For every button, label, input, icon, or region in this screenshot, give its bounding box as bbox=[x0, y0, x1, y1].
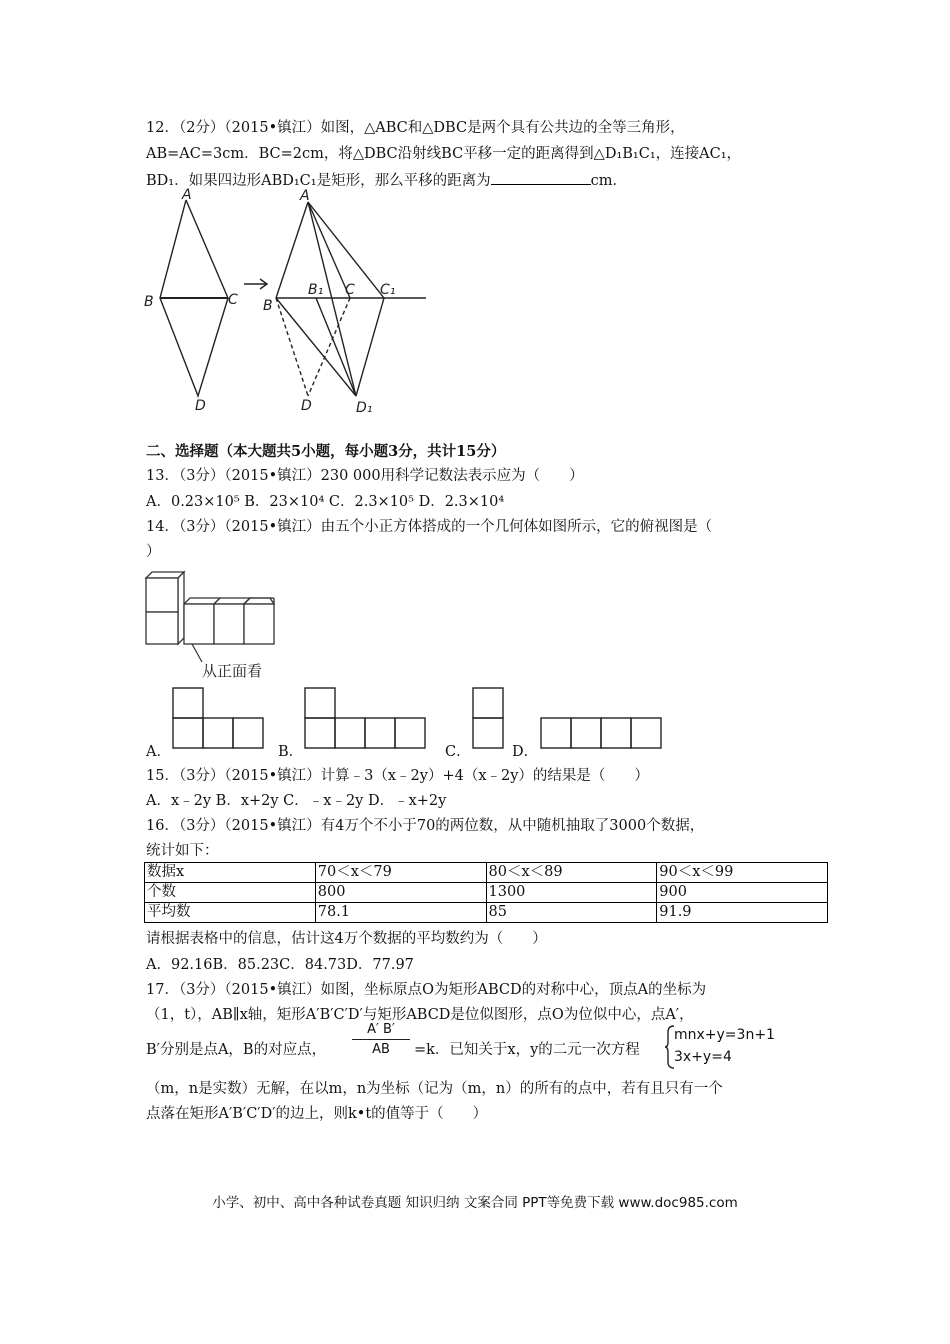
table-cell: 个数 bbox=[145, 883, 316, 903]
q14-option-d-label: D． bbox=[512, 744, 539, 760]
table-cell: 90＜x＜99 bbox=[657, 863, 828, 883]
q14-option-c-figure bbox=[472, 687, 506, 751]
q17-line4: （m，n是实数）无解，在以m，n为坐标（记为（m，n）的所有的点中，若有且只有一个 bbox=[146, 1081, 723, 1097]
table-cell: 85 bbox=[486, 903, 657, 923]
label-D: D bbox=[195, 398, 206, 414]
q17-line5: 点落在矩形A′B′C′D′的边上，则k•t的值等于（ ） bbox=[146, 1106, 488, 1122]
q16-question: 请根据表格中的信息，估计这4万个数据的平均数约为（ ） bbox=[146, 931, 547, 947]
answer-blank bbox=[491, 170, 591, 185]
q14-option-d-figure bbox=[540, 717, 664, 751]
q15-stem: 15．（3分）（2015•镇江）计算﹣3（x﹣2y）+4（x﹣2y）的结果是（ ） bbox=[146, 768, 649, 784]
label-B: B bbox=[144, 294, 154, 310]
label-D1: D₁ bbox=[356, 400, 373, 416]
label-A: A bbox=[182, 188, 192, 203]
q16-options: A．92.16B．85.23C．84.73D．77.97 bbox=[146, 957, 414, 973]
label-C2: C bbox=[345, 282, 355, 298]
table-cell: 91.9 bbox=[657, 903, 828, 923]
q17-line2: （1，t），AB∥x轴，矩形A′B′C′D′与矩形ABCD是位似图形，点O为位似中心，点A′， bbox=[146, 1007, 694, 1023]
label-A2: A bbox=[300, 188, 310, 204]
q12-unit: cm． bbox=[590, 173, 627, 189]
q15-options: A．x﹣2y B．x+2y C．﹣x﹣2y D．﹣x+2y bbox=[146, 793, 447, 809]
front-view-label: 从正面看 bbox=[202, 662, 263, 680]
q14-option-a-label: A． bbox=[146, 744, 171, 760]
q14-stem-line1: 14．（3分）（2015•镇江）由五个小正方体搭成的一个几何体如图所示，它的俯视图是（ bbox=[146, 519, 713, 535]
q12-line3-text: BD₁．如果四边形ABD₁C₁是矩形，那么平移的距离为 bbox=[146, 173, 491, 189]
table-cell: 70＜x＜79 bbox=[315, 863, 486, 883]
fraction-denominator: AB bbox=[372, 1042, 390, 1057]
fraction-bar bbox=[352, 1039, 410, 1040]
table-cell: 平均数 bbox=[145, 903, 316, 923]
section-heading: 二、选择题（本大题共5小题，每小题3分，共计15分） bbox=[146, 443, 506, 460]
q14-option-a-figure bbox=[172, 687, 266, 751]
fraction-numerator: A′ B′ bbox=[367, 1022, 395, 1037]
page-footer: 小学、初中、高中各种试卷真题 知识归纳 文案合同 PPT等免费下载 www.doc985.com bbox=[212, 1195, 738, 1211]
q16-stem-line2: 统计如下： bbox=[146, 843, 219, 859]
table-row bbox=[145, 863, 828, 883]
q12-line1: 12．（2分）（2015•镇江）如图，△ABC和△DBC是两个具有公共边的全等三角形， bbox=[146, 120, 685, 136]
table-cell: 80＜x＜89 bbox=[486, 863, 657, 883]
q14-option-b-label: B． bbox=[278, 744, 304, 760]
q13-stem: 13．（3分）（2015•镇江）230 000用科学记数法表示应为（ ） bbox=[146, 468, 584, 484]
equation-1: mnx+y=3n+1 bbox=[674, 1027, 775, 1043]
q12-line2: AB=AC=3cm．BC=2cm，将△DBC沿射线BC平移一定的距离得到△D₁B₁C₁，连接AC₁， bbox=[146, 146, 742, 162]
label-B1: B₁ bbox=[308, 282, 324, 298]
q17-line1: 17．（3分）（2015•镇江）如图，坐标原点O为矩形ABCD的对称中心，顶点A的坐标为 bbox=[146, 982, 707, 998]
equation-2: 3x+y=4 bbox=[674, 1049, 732, 1065]
table-cell: 数据x bbox=[145, 863, 316, 883]
table-cell: 78.1 bbox=[315, 903, 486, 923]
q12-figure bbox=[138, 188, 438, 416]
q14-stem-line2: ） bbox=[146, 544, 161, 560]
q14-option-c-label: C． bbox=[445, 744, 471, 760]
label-B2: B bbox=[263, 298, 273, 314]
q13-options: A．0.23×10⁵ B．23×10⁴ C．2.3×10⁵ D．2.3×10⁴ bbox=[146, 494, 505, 510]
q14-option-b-figure bbox=[304, 687, 430, 751]
label-C: C bbox=[228, 292, 238, 308]
q17-line3-start: B′分别是点A，B的对应点， bbox=[146, 1042, 327, 1058]
q17-line3-end: =k．已知关于x，y的二元一次方程 bbox=[414, 1042, 640, 1058]
table-cell: 900 bbox=[657, 883, 828, 903]
table-cell: 1300 bbox=[486, 883, 657, 903]
q16-stem-line1: 16．（3分）（2015•镇江）有4万个不小于70的两位数，从中随机抽取了3000个数据， bbox=[146, 818, 705, 834]
table-row bbox=[145, 883, 828, 903]
label-D2: D bbox=[301, 398, 312, 414]
table-row bbox=[145, 903, 828, 923]
q16-table bbox=[144, 862, 828, 923]
table-cell: 800 bbox=[315, 883, 486, 903]
q14-solid-figure bbox=[140, 570, 290, 685]
label-C1: C₁ bbox=[380, 282, 396, 298]
q17-fraction bbox=[352, 1022, 410, 1057]
equation-system bbox=[674, 1024, 775, 1068]
